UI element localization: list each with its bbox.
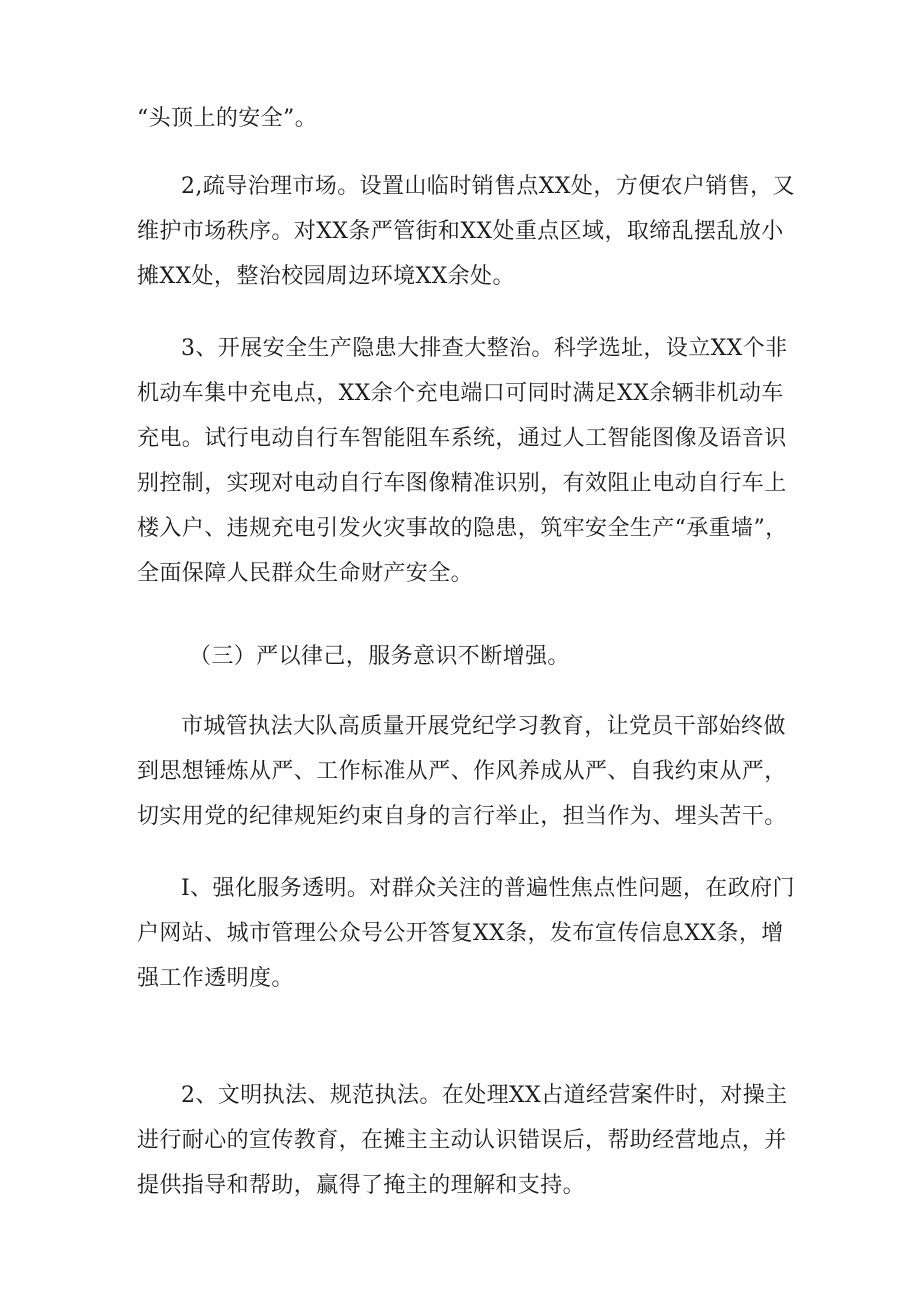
paragraph-continuation: “头顶上的安全”。 [137,106,318,131]
paragraph-safety-inspection: 3、开展安全生产隐患大排查大整治。科学选址，设立XX个非机动车集中充电点，XX余个充电端口可同时满足XX余辆非机动车充电。试行电动自行车智能阻车系统，通过人工智能图像及语音识别控制，实现对电动自行车图像精准识别，有效阻止电动自行车上楼入户、违规充电引发火灾事故的隐患，筑牢安全生产“承重墙”，全面保障人民群众生命财产安全。 [137,336,788,586]
paragraph-market-governance: 2,疏导治理市场。设置山临时销售点XX处，方便农户销售，又维护市场秩序。对XX条严管街和XX处重点区域，取缔乱摆乱放小摊XX处，整治校园周边环境XX余处。 [137,174,795,289]
paragraph-civilized-enforcement: 2、文明执法、规范执法。在处理XX占道经营案件时，对操主进行耐心的宣传教育，在摊主主动认识错误后，帮助经营地点，并提供指导和帮助，赢得了掩主的理解和支持。 [137,1083,788,1198]
paragraph-discipline-education: 市城管执法大队高质量开展党纪学习教育，让党员干部始终做到思想锤炼从严、工作标准从严、作风养成从严、自我约束从严，切实用党的纪律规矩约束自身的言行举止，担当作为、埋头苦干。 [137,714,787,829]
paragraph-service-transparency: I、强化服务透明。对群众关注的普遍性焦点性问题，在政府门户网站、城市管理公众号公开答复XX条，发布宣传信息XX条，增强工作透明度。 [137,876,795,991]
section-heading-3: （三）严以律己，服务意识不断增强。 [189,644,570,669]
